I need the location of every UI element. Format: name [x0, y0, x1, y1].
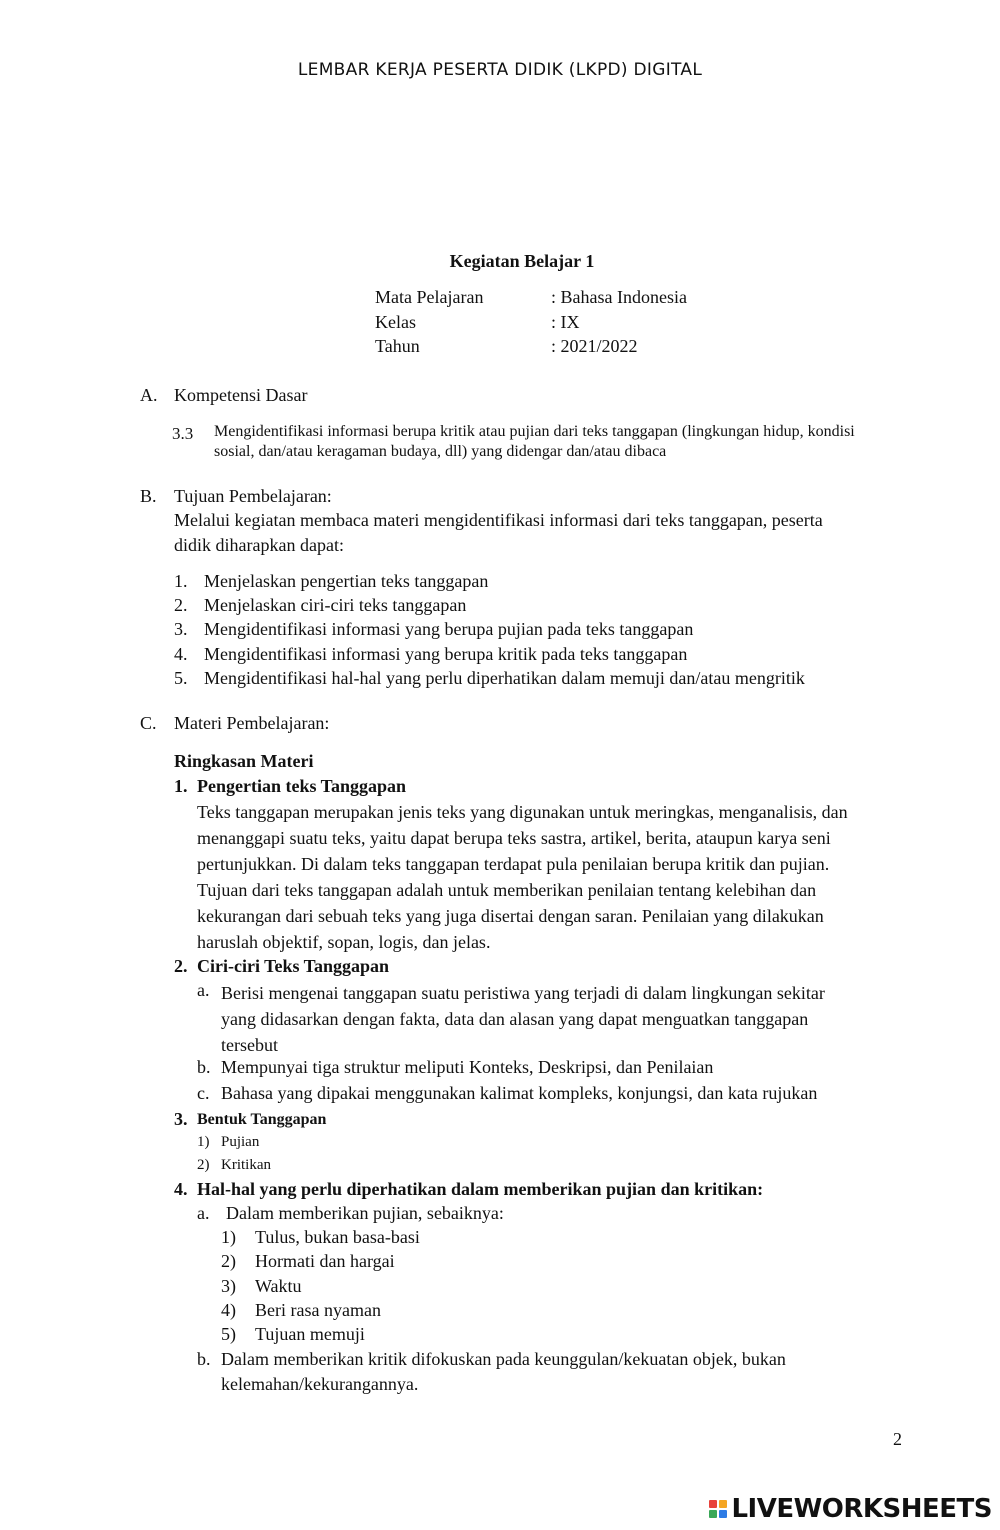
item-number: 1): [221, 1227, 236, 1247]
response-form-item: Pujian: [221, 1134, 260, 1150]
objective-text: Mengidentifikasi informasi yang berupa kritik pada teks tanggapan: [204, 644, 688, 664]
item-letter: a.: [197, 1203, 210, 1223]
item-letter: b.: [197, 1349, 211, 1369]
item-number: 1): [197, 1134, 210, 1150]
item-letter: a.: [197, 980, 210, 1000]
objective-number: 5.: [174, 668, 188, 688]
section-a-letter: A.: [140, 385, 158, 405]
logo-square: [719, 1510, 727, 1518]
section-c-letter: C.: [140, 713, 157, 733]
info-label-class: Kelas: [375, 312, 416, 332]
objective-text: Menjelaskan pengertian teks tanggapan: [204, 571, 489, 591]
kd-text-line1: Mengidentifikasi informasi berupa kritik atau pujian dari teks tanggapan (lingkungan hidup, kondisi: [214, 423, 855, 440]
subsection-4-number: 4.: [174, 1179, 188, 1199]
paragraph-line: pertunjukkan. Di dalam teks tanggapan terdapat pula penilaian berupa kritik dan pujian.: [197, 854, 830, 874]
paragraph-line: kekurangan dari sebuah teks yang juga disertai dengan saran. Penilaian yang dilakukan: [197, 906, 824, 926]
praise-intro: Dalam memberikan pujian, sebaiknya:: [226, 1203, 504, 1223]
objective-text: Menjelaskan ciri-ciri teks tanggapan: [204, 595, 467, 615]
logo-square: [709, 1500, 717, 1508]
subsection-1-number: 1.: [174, 776, 188, 796]
subsection-3-title: Bentuk Tanggapan: [197, 1111, 327, 1128]
subsection-4-title: Hal-hal yang perlu diperhatikan dalam memberikan pujian dan kritikan:: [197, 1179, 764, 1199]
kd-number: 3.3: [172, 424, 194, 443]
section-b-letter: B.: [140, 486, 157, 506]
objective-number: 4.: [174, 644, 188, 664]
liveworksheets-logo: [709, 1494, 992, 1524]
liveworksheets-brand-text: LIVEWORKSHEETS: [731, 1494, 992, 1524]
objective-number: 3.: [174, 619, 188, 639]
subsection-2-title: Ciri-ciri Teks Tanggapan: [197, 956, 390, 976]
section-b-title: Tujuan Pembelajaran:: [174, 486, 332, 506]
item-number: 5): [221, 1324, 236, 1344]
info-label-subject: Mata Pelajaran: [375, 287, 484, 307]
info-label-year: Tahun: [375, 336, 420, 356]
info-value-year: : 2021/2022: [551, 336, 638, 356]
praise-tip: Hormati dan hargai: [255, 1251, 395, 1271]
paragraph-line: haruslah objektif, sopan, logis, dan jelas.: [197, 932, 491, 952]
info-value-subject: : Bahasa Indonesia: [551, 287, 687, 307]
objective-number: 2.: [174, 595, 188, 615]
objective-number: 1.: [174, 571, 188, 591]
section-b-intro-line1: Melalui kegiatan membaca materi mengidentifikasi informasi dari teks tanggapan, peserta: [174, 510, 823, 530]
criticism-line2: kelemahan/kekurangannya.: [221, 1374, 419, 1394]
response-form-item: Kritikan: [221, 1157, 271, 1173]
subsection-3-number: 3.: [174, 1109, 188, 1129]
item-letter: b.: [197, 1057, 211, 1077]
definition-paragraph: [197, 799, 903, 955]
criticism-line1: Dalam memberikan kritik difokuskan pada keunggulan/kekuatan objek, bukan: [221, 1349, 786, 1369]
paragraph-line: Teks tanggapan merupakan jenis teks yang digunakan untuk meringkas, menganalisis, dan: [197, 802, 848, 822]
praise-tip: Tulus, bukan basa-basi: [255, 1227, 420, 1247]
item-number: 4): [221, 1300, 236, 1320]
paragraph-line: tersebut: [221, 1035, 278, 1055]
section-c-title: Materi Pembelajaran:: [174, 713, 330, 733]
item-number: 2): [197, 1157, 210, 1173]
praise-tip: Tujuan memuji: [255, 1324, 365, 1344]
praise-tip: Beri rasa nyaman: [255, 1300, 381, 1320]
section-a-title: Kompetensi Dasar: [174, 385, 308, 405]
objective-text: Mengidentifikasi informasi yang berupa pujian pada teks tanggapan: [204, 619, 694, 639]
paragraph-line: menanggapi suatu teks, yaitu dapat berupa teks sastra, artikel, berita, ataupun karya seni: [197, 828, 831, 848]
paragraph-line: Berisi mengenai tanggapan suatu peristiwa yang terjadi di dalam lingkungan sekitar: [221, 983, 825, 1003]
item-number: 3): [221, 1276, 236, 1296]
item-number: 2): [221, 1251, 236, 1271]
objective-text: Mengidentifikasi hal-hal yang perlu diperhatikan dalam memuji dan/atau mengritik: [204, 668, 805, 688]
liveworksheets-icon: [709, 1500, 727, 1518]
summary-title: Ringkasan Materi: [174, 751, 314, 771]
activity-title: Kegiatan Belajar 1: [449, 251, 595, 271]
characteristic-c: Bahasa yang dipakai menggunakan kalimat kompleks, konjungsi, dan kata rujukan: [221, 1083, 818, 1103]
subsection-2-number: 2.: [174, 956, 188, 976]
document-header: LEMBAR KERJA PESERTA DIDIK (LKPD) DIGITAL: [297, 60, 703, 80]
characteristic-b: Mempunyai tiga struktur meliputi Konteks, Deskripsi, dan Penilaian: [221, 1057, 714, 1077]
info-value-class: : IX: [551, 312, 580, 332]
page-number: 2: [893, 1429, 902, 1449]
logo-square: [719, 1500, 727, 1508]
logo-square: [709, 1510, 717, 1518]
praise-tip: Waktu: [255, 1276, 302, 1296]
item-letter: c.: [197, 1083, 210, 1103]
paragraph-line: Tujuan dari teks tanggapan adalah untuk memberikan penilaian tentang kelebihan dan: [197, 880, 817, 900]
characteristic-a: [221, 980, 903, 1058]
paragraph-line: yang didasarkan dengan fakta, data dan alasan yang dapat menguatkan tanggapan: [221, 1009, 809, 1029]
kd-text-line2: sosial, dan/atau keragaman budaya, dll) yang didengar dan/atau dibaca: [214, 443, 667, 460]
section-b-intro-line2: didik diharapkan dapat:: [174, 535, 344, 555]
subsection-1-title: Pengertian teks Tanggapan: [197, 776, 407, 796]
